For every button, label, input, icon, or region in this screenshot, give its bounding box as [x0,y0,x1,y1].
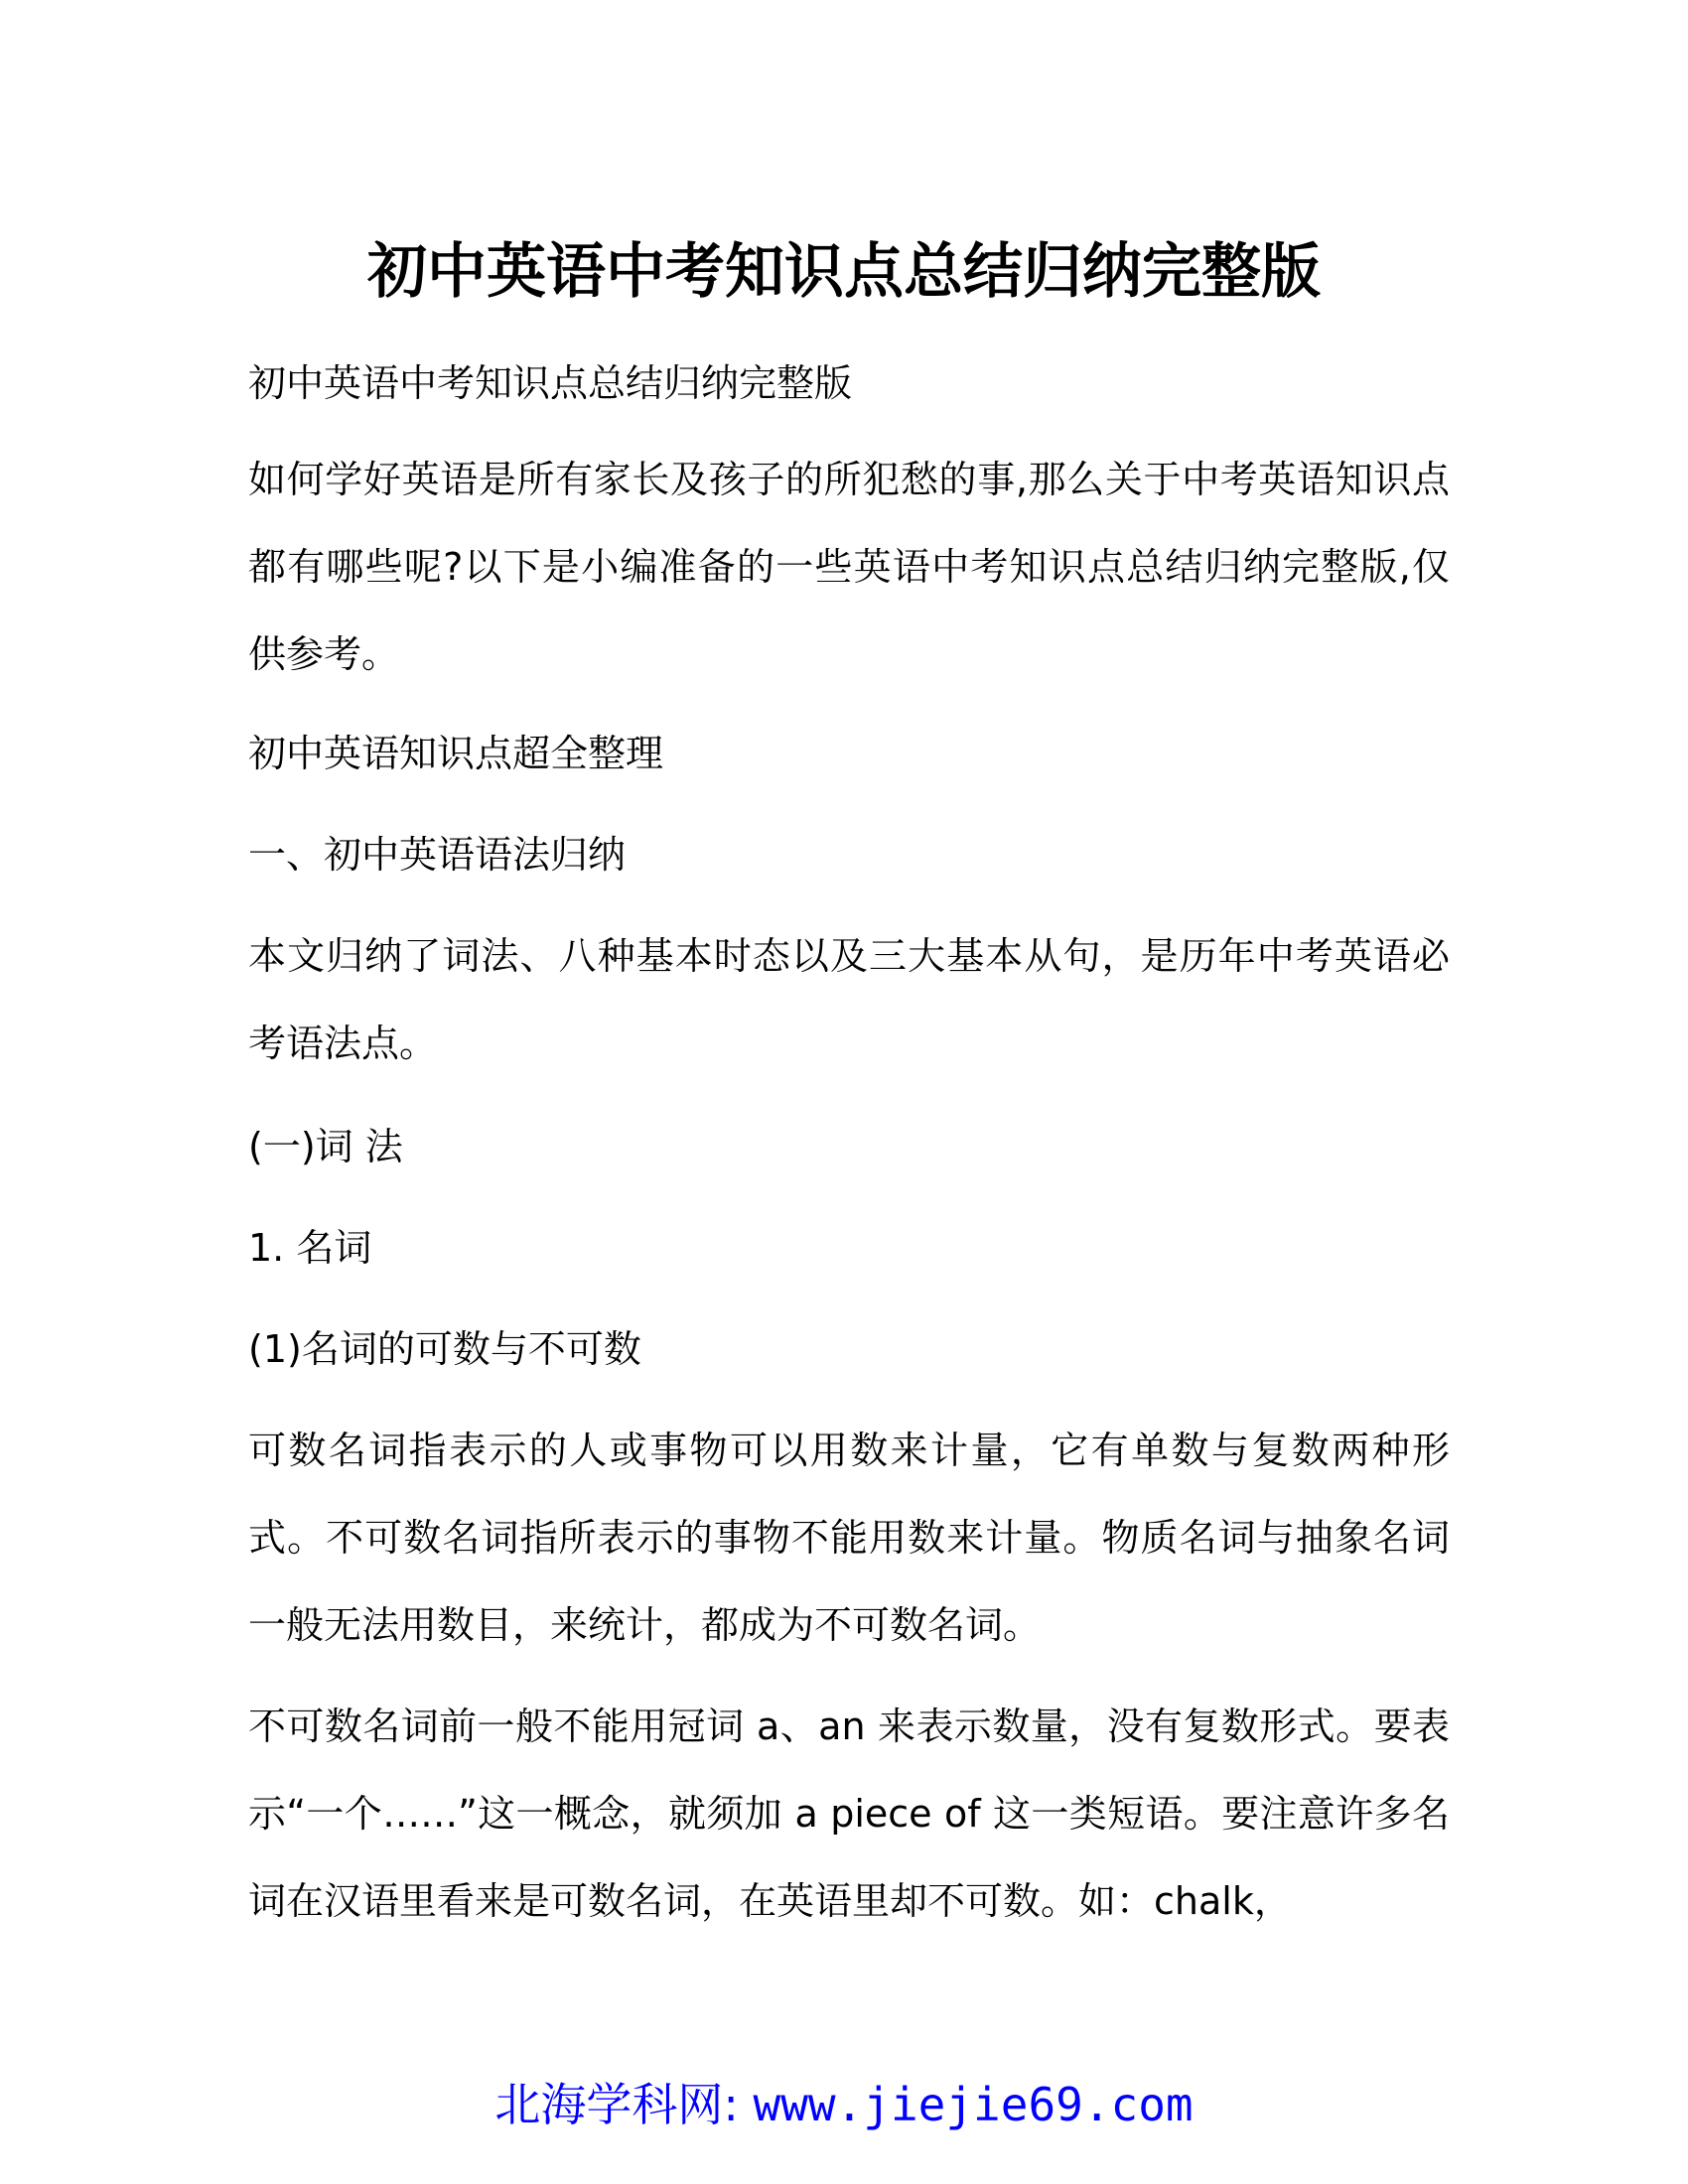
paragraph-morphology-heading: (一)词 法 [248,1125,403,1168]
document-title: 初中英语中考知识点总结归纳完整版 [367,237,1321,307]
footer-site-url[interactable]: www.jiejie69.com [753,2078,1194,2131]
footer-site-name: 北海学科网: [494,2078,739,2131]
paragraph-section-heading: 初中英语知识点超全整理 [248,732,664,775]
paragraph-noun-heading: 1. 名词 [248,1226,372,1270]
paragraph-countable-definition: 可数名词指表示的人或事物可以用数来计量，它有单数与复数两种形式。不可数名词指所表示的事物不能用数来计量。物质名词与抽象名词一般无法用数目，来统计，都成为不可数名词。 [248,1429,1450,1647]
paragraph-countable-heading: (1)名词的可数与不可数 [248,1327,641,1371]
paragraph-grammar-heading: 一、初中英语语法归纳 [248,833,627,877]
paragraph-grammar-intro: 本文归纳了词法、八种基本时态以及三大基本从句，是历年中考英语必考语法点。 [248,934,1450,1065]
paragraph-uncountable-usage: 不可数名词前一般不能用冠词 a、an 来表示数量，没有复数形式。要表示“一个……”这一概念，就须加 a piece of 这一类短语。要注意许多名词在汉语里看来是可数名词，在英语里却不可数。如：chalk， [248,1705,1450,1923]
paragraph-intro: 如何学好英语是所有家长及孩子的所犯愁的事,那么关于中考英语知识点都有哪些呢?以下是小编准备的一些英语中考知识点总结归纳完整版,仅供参考。 [248,458,1450,676]
footer-watermark [0,2073,1688,2136]
paragraph-subtitle: 初中英语中考知识点总结归纳完整版 [248,361,853,405]
